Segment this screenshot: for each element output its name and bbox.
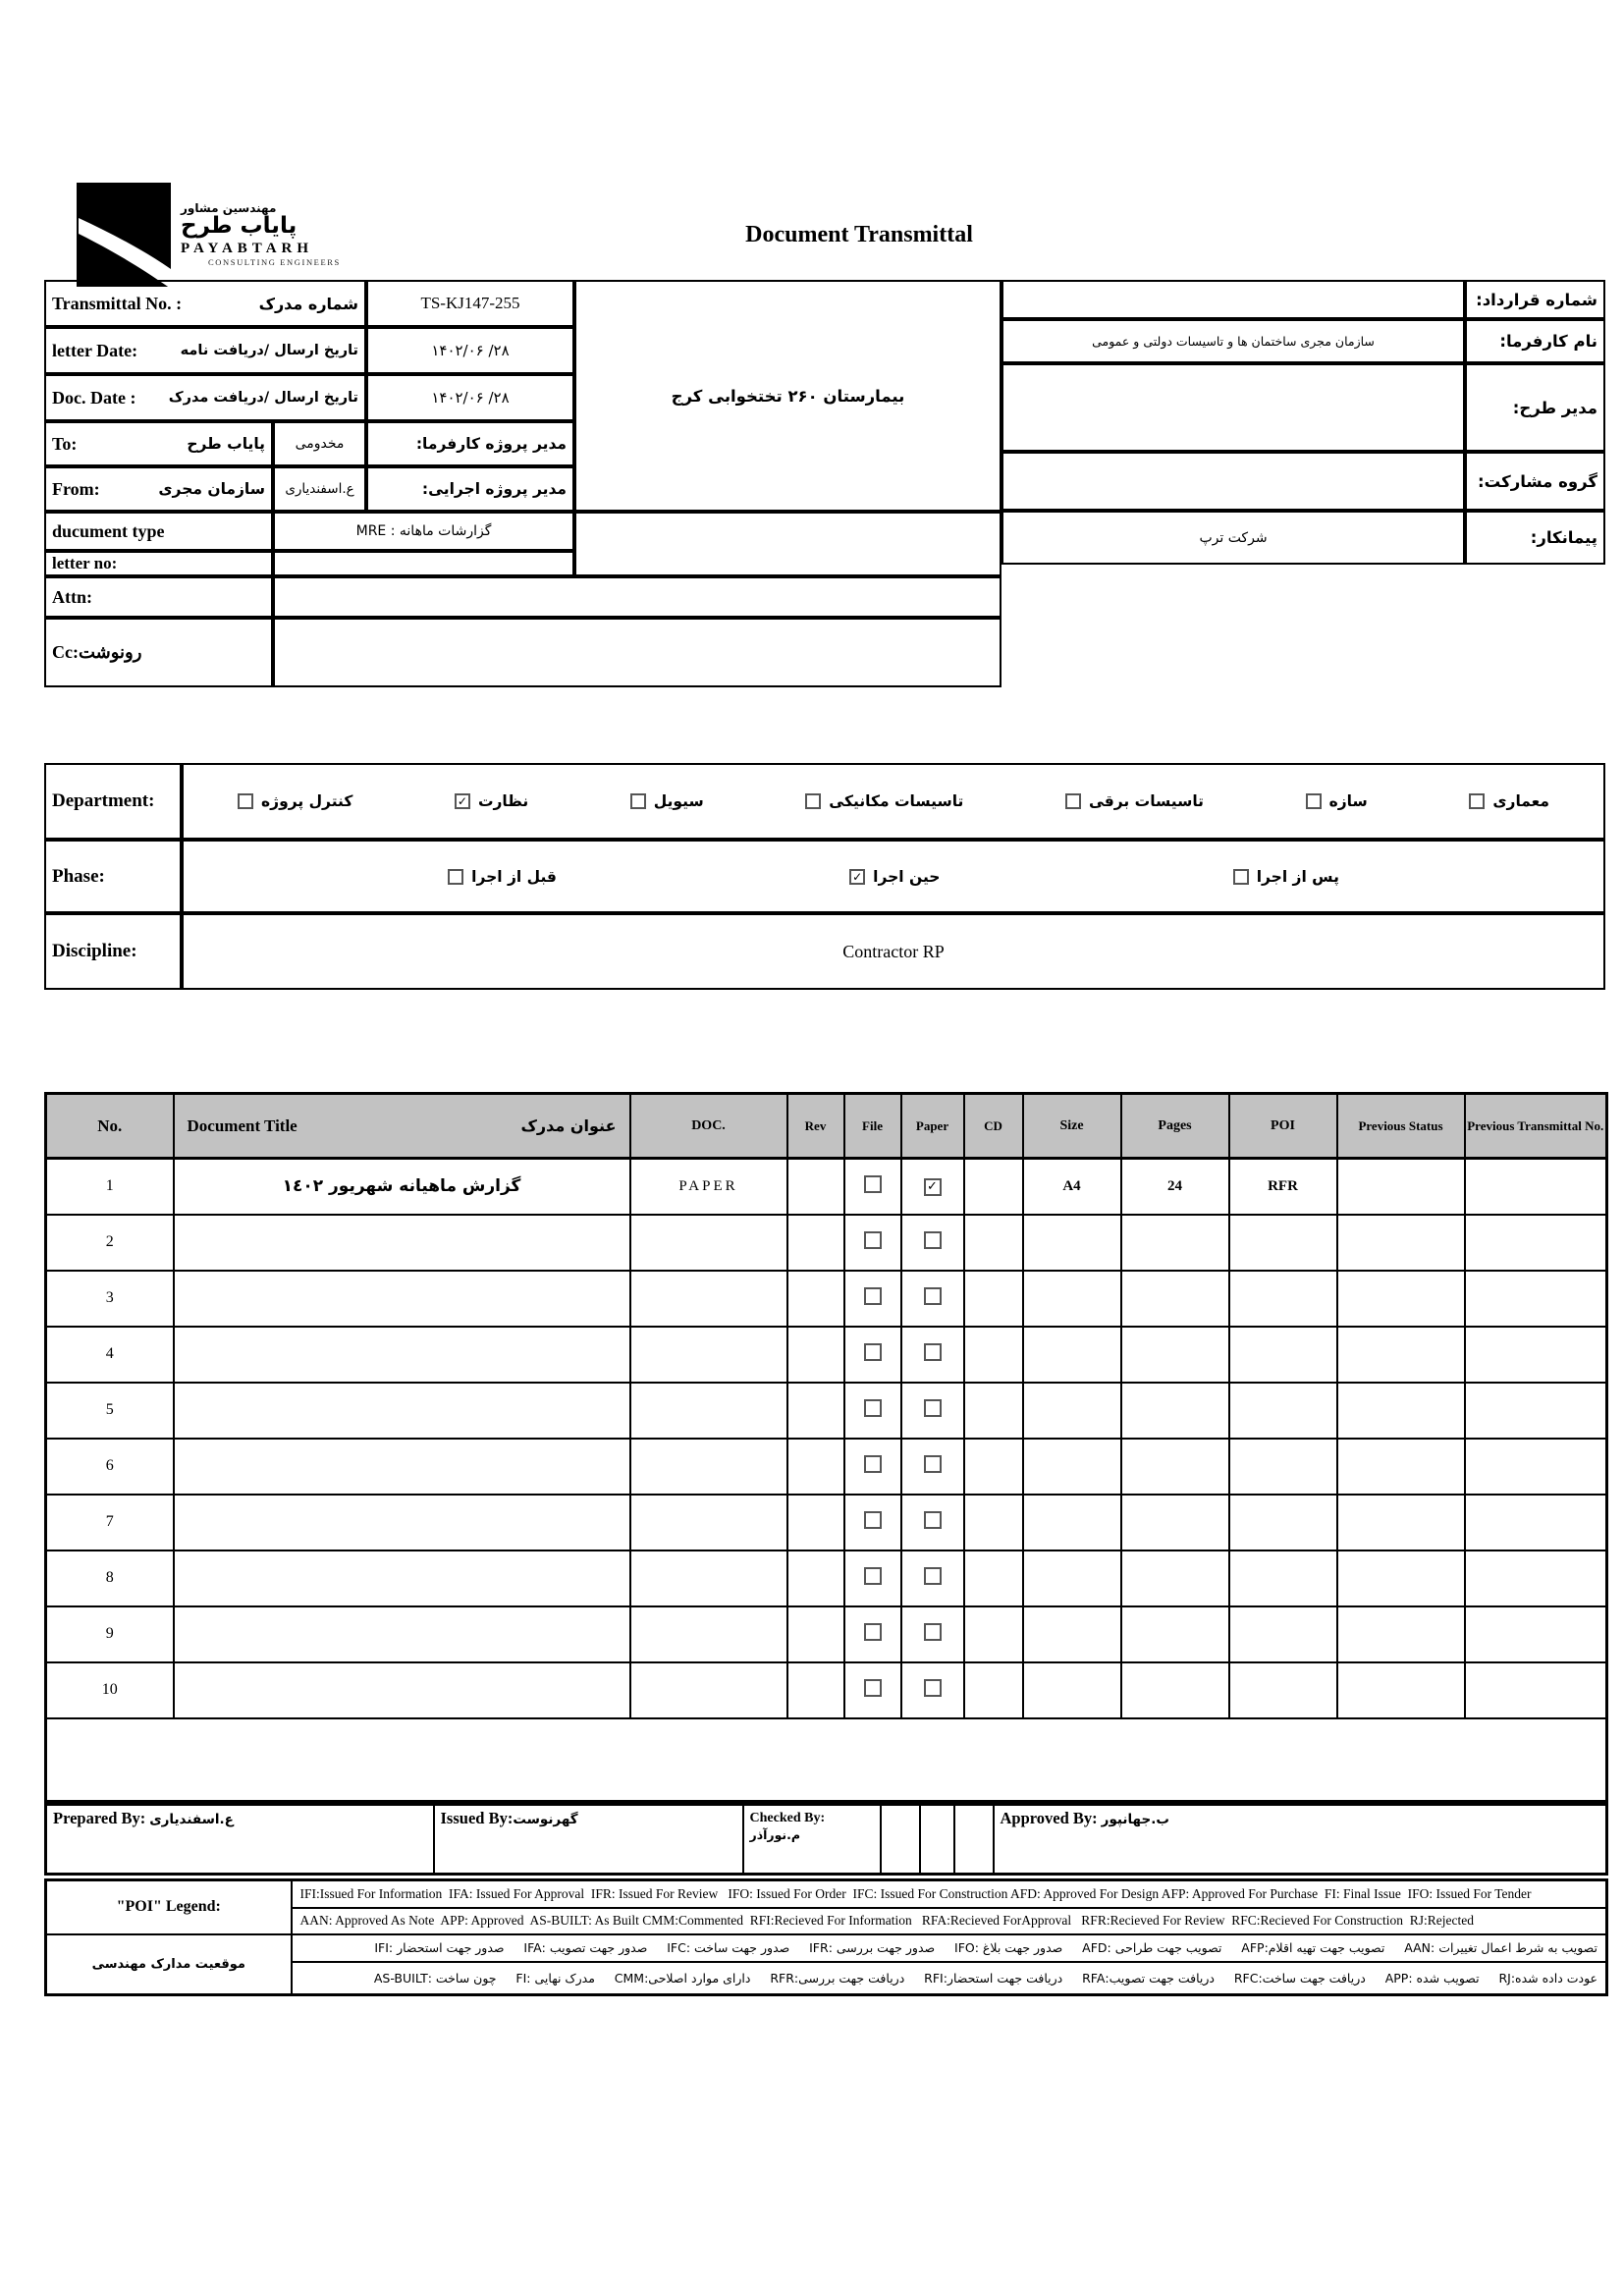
client-value: سازمان مجری ساختمان ها و تاسیسات دولتی و عمومی [1001, 319, 1465, 363]
cell-prev-status [1337, 1215, 1465, 1271]
cell-title [174, 1383, 630, 1439]
cell-cd [964, 1215, 1023, 1271]
header-cd: CD [964, 1094, 1023, 1159]
header-prev-status: Previous Status [1337, 1094, 1465, 1159]
paper-checkbox[interactable] [924, 1679, 942, 1697]
department-checkbox[interactable] [1065, 793, 1081, 809]
cell-pages: 24 [1121, 1159, 1229, 1215]
issued-by-name: گهرنوست [513, 1812, 578, 1827]
discipline-value: Contractor RP [182, 913, 1605, 990]
cell-doc [630, 1215, 787, 1271]
cell-title [174, 1551, 630, 1606]
cell-cd [964, 1383, 1023, 1439]
prepared-by-name: ع.اسفندیاری [149, 1812, 234, 1827]
cell-no: 8 [46, 1551, 174, 1606]
department-option[interactable] [238, 792, 352, 810]
paper-checkbox[interactable] [924, 1623, 942, 1641]
file-checkbox[interactable] [864, 1455, 882, 1473]
cell-paper [901, 1439, 964, 1495]
cell-paper [901, 1159, 964, 1215]
cell-poi: RFR [1229, 1159, 1337, 1215]
cell-title [174, 1439, 630, 1495]
cell-prev-status [1337, 1159, 1465, 1215]
cell-file [844, 1383, 901, 1439]
cell-doc [630, 1383, 787, 1439]
file-checkbox[interactable] [864, 1399, 882, 1417]
payabtarh-logo-icon [77, 183, 171, 287]
cell-poi [1229, 1606, 1337, 1662]
paper-checkbox[interactable] [924, 1399, 942, 1417]
cell-cd [964, 1439, 1023, 1495]
phase-option[interactable] [448, 868, 557, 886]
cell-poi [1229, 1551, 1337, 1606]
department-label: سیویل [653, 792, 704, 810]
paper-checkbox[interactable] [924, 1231, 942, 1249]
doc-type-value: گزارشات ماهانه : MRE [273, 512, 574, 551]
poi-legend-fa-line1: تصویب به شرط اعمال تغییرات :AAN تصویب جهت تهیه اقلام:AFP تصویب جهت طراحی :AFD صدور جهت بلاغ :IFO صدور جهت بررسی :IFR صدور جهت ساخت :IFC صدور جهت تصویب :IFA صدور جهت استحضار :IFI [292, 1934, 1607, 1962]
cell-size [1023, 1495, 1121, 1551]
transmittal-info-section [44, 280, 1605, 687]
from-role: مدیر پروژه اجرایی: [366, 466, 574, 512]
poi-legend-en-line2: AAN: Approved As Note APP: Approved AS-BUILT: As Built CMM:Commented RFI:Recieved For Information RFA:Recieved ForApproval RFR:Recieved For Review RFC:Recieved For Construction RJ:Rejected [292, 1908, 1607, 1934]
cell-title [174, 1662, 630, 1718]
poi-legend-section [44, 1878, 1608, 1996]
doc-date-label: Doc. Date : تاریخ ارسال /دریافت مدرک [44, 374, 366, 421]
cell-rev [787, 1606, 844, 1662]
doc-type-label: ducument type [44, 512, 273, 551]
cell-poi [1229, 1327, 1337, 1383]
header-pages: Pages [1121, 1094, 1229, 1159]
cell-doc [630, 1271, 787, 1327]
department-label: معماری [1492, 792, 1549, 810]
signature-section [44, 1803, 1608, 1876]
logo-name-en: PAYABTARH [181, 240, 314, 256]
cell-no: 5 [46, 1383, 174, 1439]
department-option[interactable] [630, 792, 704, 810]
cell-poi [1229, 1439, 1337, 1495]
header-poi: POI [1229, 1094, 1337, 1159]
file-checkbox[interactable] [864, 1567, 882, 1585]
header-prev-transmittal: Previous Transmittal No. [1465, 1094, 1607, 1159]
checked-by-name: م.نورآذر [749, 1827, 801, 1842]
cell-prev-status [1337, 1383, 1465, 1439]
cell-prev-no [1465, 1551, 1607, 1606]
cell-prev-status [1337, 1662, 1465, 1718]
header-title-fa: عنوان مدرک [520, 1116, 617, 1135]
cell-no: 3 [46, 1271, 174, 1327]
issued-by-label: Issued By: [440, 1809, 514, 1827]
header-file: File [844, 1094, 901, 1159]
cell-paper [901, 1551, 964, 1606]
cell-rev [787, 1383, 844, 1439]
cell-rev [787, 1271, 844, 1327]
department-option[interactable] [455, 792, 528, 810]
cc-label: Cc:رونوشت [44, 618, 273, 687]
cell-poi [1229, 1662, 1337, 1718]
cell-doc [630, 1327, 787, 1383]
cell-pages [1121, 1215, 1229, 1271]
department-option[interactable] [805, 792, 963, 810]
file-checkbox[interactable] [864, 1623, 882, 1641]
cell-doc [630, 1662, 787, 1718]
cell-doc [630, 1551, 787, 1606]
cell-cd [964, 1551, 1023, 1606]
document-row [46, 1383, 1607, 1439]
department-checkbox[interactable] [630, 793, 646, 809]
cell-prev-no [1465, 1606, 1607, 1662]
paper-checkbox[interactable]: ✓ [924, 1178, 942, 1196]
department-checkbox[interactable] [238, 793, 253, 809]
paper-checkbox[interactable] [924, 1343, 942, 1361]
partnership-value [1001, 452, 1465, 511]
department-row-label: Department: [44, 763, 182, 840]
cell-poi [1229, 1495, 1337, 1551]
cell-pages [1121, 1662, 1229, 1718]
from-value: سازمان مجری [158, 480, 265, 498]
letter-no-value [273, 551, 574, 576]
file-checkbox[interactable] [864, 1511, 882, 1529]
signature-spacer-1 [881, 1805, 920, 1875]
cell-rev [787, 1327, 844, 1383]
header-size: Size [1023, 1094, 1121, 1159]
approved-by-cell [994, 1805, 1607, 1875]
cell-doc [630, 1439, 787, 1495]
to-row: To: پایاب طرح [44, 421, 273, 466]
cell-poi [1229, 1215, 1337, 1271]
header-rev: Rev [787, 1094, 844, 1159]
phase-checkbox[interactable]: ✓ [849, 869, 865, 885]
doc-date-value: ۱۴۰۲/۰۶ /۲۸ [366, 374, 574, 421]
header-no: No. [46, 1094, 174, 1159]
to-person: مخدومی [273, 421, 366, 466]
cell-poi [1229, 1383, 1337, 1439]
department-label: نظارت [477, 792, 529, 810]
cell-cd [964, 1159, 1023, 1215]
approved-by-label: Approved By: [1000, 1809, 1098, 1827]
phase-label: قبل از اجرا [471, 867, 557, 886]
logo-tagline-fa: مهندسین مشاور [181, 200, 277, 215]
department-checkbox[interactable] [1306, 793, 1322, 809]
file-checkbox[interactable] [864, 1175, 882, 1193]
cell-rev [787, 1551, 844, 1606]
attn-value [273, 576, 1001, 618]
cell-doc [630, 1495, 787, 1551]
prepared-by-cell [46, 1805, 434, 1875]
cell-file [844, 1159, 901, 1215]
approved-by-name: ب.جهانپور [1101, 1812, 1169, 1827]
cell-title [174, 1327, 630, 1383]
transmittal-no-label: Transmittal No. : شماره مدرک [44, 280, 366, 327]
logo-tagline-en: CONSULTING ENGINEERS [208, 257, 341, 268]
cell-doc: PAPER [630, 1159, 787, 1215]
cell-prev-no [1465, 1327, 1607, 1383]
cell-size: A4 [1023, 1159, 1121, 1215]
cell-prev-status [1337, 1606, 1465, 1662]
cell-cd [964, 1662, 1023, 1718]
cell-prev-no [1465, 1159, 1607, 1215]
department-checkbox[interactable] [805, 793, 821, 809]
department-label: تاسیسات برقی [1088, 792, 1205, 810]
transmittal-no-value: TS-KJ147-255 [366, 280, 574, 327]
contractor-label: پیمانکار: [1465, 511, 1605, 565]
cell-size [1023, 1383, 1121, 1439]
cell-size [1023, 1439, 1121, 1495]
phase-option[interactable] [1233, 868, 1339, 886]
design-manager-value [1001, 363, 1465, 452]
cell-paper [901, 1495, 964, 1551]
document-list-table [44, 1092, 1608, 1803]
cell-paper [901, 1327, 964, 1383]
document-row [46, 1606, 1607, 1662]
project-spacer-cell [574, 512, 1001, 576]
cell-title: گزارش ماهیانه شهریور ١٤٠٢ [174, 1159, 630, 1215]
department-option[interactable] [1306, 792, 1368, 810]
checked-by-label: Checked By: [749, 1811, 826, 1825]
cell-paper [901, 1662, 964, 1718]
attn-label: Attn: [44, 576, 273, 618]
cell-paper [901, 1215, 964, 1271]
cell-paper [901, 1383, 964, 1439]
cell-cd [964, 1271, 1023, 1327]
paper-checkbox[interactable] [924, 1455, 942, 1473]
from-row: From: سازمان مجری [44, 466, 273, 512]
cell-prev-no [1465, 1215, 1607, 1271]
file-checkbox[interactable] [864, 1287, 882, 1305]
cell-cd [964, 1327, 1023, 1383]
department-checkbox[interactable]: ✓ [455, 793, 470, 809]
phase-options [182, 840, 1605, 913]
notes-area [46, 1718, 1607, 1802]
phase-checkbox[interactable] [1233, 869, 1249, 885]
cell-pages [1121, 1606, 1229, 1662]
cell-file [844, 1551, 901, 1606]
partnership-label: گروه مشارکت: [1465, 452, 1605, 511]
cell-prev-no [1465, 1271, 1607, 1327]
cell-file [844, 1271, 901, 1327]
cell-size [1023, 1551, 1121, 1606]
document-row [46, 1439, 1607, 1495]
file-checkbox[interactable] [864, 1343, 882, 1361]
cell-pages [1121, 1551, 1229, 1606]
cell-no: 6 [46, 1439, 174, 1495]
cell-no: 2 [46, 1215, 174, 1271]
cell-size [1023, 1606, 1121, 1662]
department-option[interactable] [1065, 792, 1204, 810]
department-label: سازه [1328, 792, 1368, 810]
phase-row-label: Phase: [44, 840, 182, 913]
file-checkbox[interactable] [864, 1679, 882, 1697]
poi-legend-en-line1: IFI:Issued For Information IFA: Issued For Approval IFR: Issued For Review IFO: Issued For Order IFC: Issued For Construction AFD: Approved For Design AFP: Approved For Purchase FI: Final Issue IFO: Issued For Tender [292, 1880, 1607, 1908]
table-header-row [46, 1094, 1607, 1159]
document-row [46, 1271, 1607, 1327]
company-logo [77, 183, 341, 287]
document-row [46, 1662, 1607, 1718]
cell-rev [787, 1495, 844, 1551]
header-doc: DOC. [630, 1094, 787, 1159]
department-label: کنترل پروژه [261, 792, 353, 810]
department-options [182, 763, 1605, 840]
discipline-row-label: Discipline: [44, 913, 182, 990]
page-title: Document Transmittal [745, 222, 973, 247]
phase-option[interactable] [849, 868, 940, 886]
header-paper: Paper [901, 1094, 964, 1159]
cell-paper [901, 1271, 964, 1327]
poi-legend-fa-line2: عودت داده شده:RJ تصویب شده :APP دریافت جهت ساخت:RFC دریافت جهت تصویب:RFA دریافت جهت استحضار:RFI دریافت جهت بررسی:RFR دارای موارد اصلاحی:CMM مدرک نهایی :FI چون ساخت :AS-BUILT [292, 1962, 1607, 1995]
cell-pages [1121, 1495, 1229, 1551]
cell-size [1023, 1215, 1121, 1271]
paper-checkbox[interactable] [924, 1287, 942, 1305]
cell-no: 1 [46, 1159, 174, 1215]
phase-label: پس از اجرا [1256, 867, 1339, 886]
letter-no-label: letter no: [44, 551, 273, 576]
doc-status-label: موقعیت مدارک مهندسی [46, 1934, 292, 1995]
phase-checkbox[interactable] [448, 869, 463, 885]
header-title: Document Title عنوان مدرک [174, 1094, 630, 1159]
document-row [46, 1215, 1607, 1271]
cell-no: 10 [46, 1662, 174, 1718]
cell-poi [1229, 1271, 1337, 1327]
contract-no-value [1001, 280, 1465, 319]
cell-file [844, 1606, 901, 1662]
cell-pages [1121, 1271, 1229, 1327]
cell-prev-status [1337, 1327, 1465, 1383]
cell-cd [964, 1606, 1023, 1662]
document-row [46, 1551, 1607, 1606]
cell-prev-no [1465, 1662, 1607, 1718]
cell-prev-no [1465, 1495, 1607, 1551]
cell-no: 9 [46, 1606, 174, 1662]
cell-prev-no [1465, 1383, 1607, 1439]
classification-section [44, 763, 1605, 990]
paper-checkbox[interactable] [924, 1511, 942, 1529]
cell-prev-status [1337, 1439, 1465, 1495]
cell-title [174, 1215, 630, 1271]
document-row [46, 1159, 1607, 1215]
to-value: پایاب طرح [187, 435, 265, 453]
project-name: بیمارستان ۲۶۰ تختخوابی کرج [574, 280, 1001, 512]
poi-legend-label: "POI" Legend: [46, 1880, 292, 1934]
cell-rev [787, 1662, 844, 1718]
cell-rev [787, 1215, 844, 1271]
department-option[interactable] [1469, 792, 1549, 810]
document-row [46, 1495, 1607, 1551]
contractor-value: شرکت ترپ [1001, 511, 1465, 565]
letter-date-value: ۱۴۰۲/۰۶ /۲۸ [366, 327, 574, 374]
cell-file [844, 1327, 901, 1383]
cell-title [174, 1606, 630, 1662]
cell-title [174, 1271, 630, 1327]
phase-label: حین اجرا [873, 867, 941, 886]
cell-paper [901, 1606, 964, 1662]
to-role: مدیر پروژه کارفرما: [366, 421, 574, 466]
cell-file [844, 1215, 901, 1271]
notes-row [46, 1718, 1607, 1802]
file-checkbox[interactable] [864, 1231, 882, 1249]
issued-by-cell [434, 1805, 743, 1875]
cell-file [844, 1495, 901, 1551]
client-label: نام کارفرما: [1465, 319, 1605, 363]
cell-rev [787, 1159, 844, 1215]
cell-doc [630, 1606, 787, 1662]
cell-cd [964, 1495, 1023, 1551]
paper-checkbox[interactable] [924, 1567, 942, 1585]
cell-prev-status [1337, 1271, 1465, 1327]
cell-no: 7 [46, 1495, 174, 1551]
cell-pages [1121, 1439, 1229, 1495]
cell-prev-status [1337, 1551, 1465, 1606]
cell-size [1023, 1271, 1121, 1327]
cell-title [174, 1495, 630, 1551]
cell-pages [1121, 1383, 1229, 1439]
signature-spacer-3 [954, 1805, 994, 1875]
contract-no-label: شماره قرارداد: [1465, 280, 1605, 319]
cc-value [273, 618, 1001, 687]
cell-pages [1121, 1327, 1229, 1383]
logo-name-fa: پایاب طرح [181, 213, 298, 240]
cell-size [1023, 1662, 1121, 1718]
checked-by-cell [743, 1805, 881, 1875]
document-row [46, 1327, 1607, 1383]
department-label: تاسیسات مکانیکی [829, 792, 964, 810]
signature-spacer-2 [920, 1805, 954, 1875]
design-manager-label: مدیر طرح: [1465, 363, 1605, 452]
cell-rev [787, 1439, 844, 1495]
cell-prev-no [1465, 1439, 1607, 1495]
department-checkbox[interactable] [1469, 793, 1485, 809]
prepared-by-label: Prepared By: [53, 1809, 146, 1827]
from-person: ع.اسفندیاری [273, 466, 366, 512]
cell-file [844, 1439, 901, 1495]
cell-size [1023, 1327, 1121, 1383]
cell-prev-status [1337, 1495, 1465, 1551]
letter-date-label: letter Date: تاریخ ارسال /دریافت نامه [44, 327, 366, 374]
cell-no: 4 [46, 1327, 174, 1383]
cell-file [844, 1662, 901, 1718]
